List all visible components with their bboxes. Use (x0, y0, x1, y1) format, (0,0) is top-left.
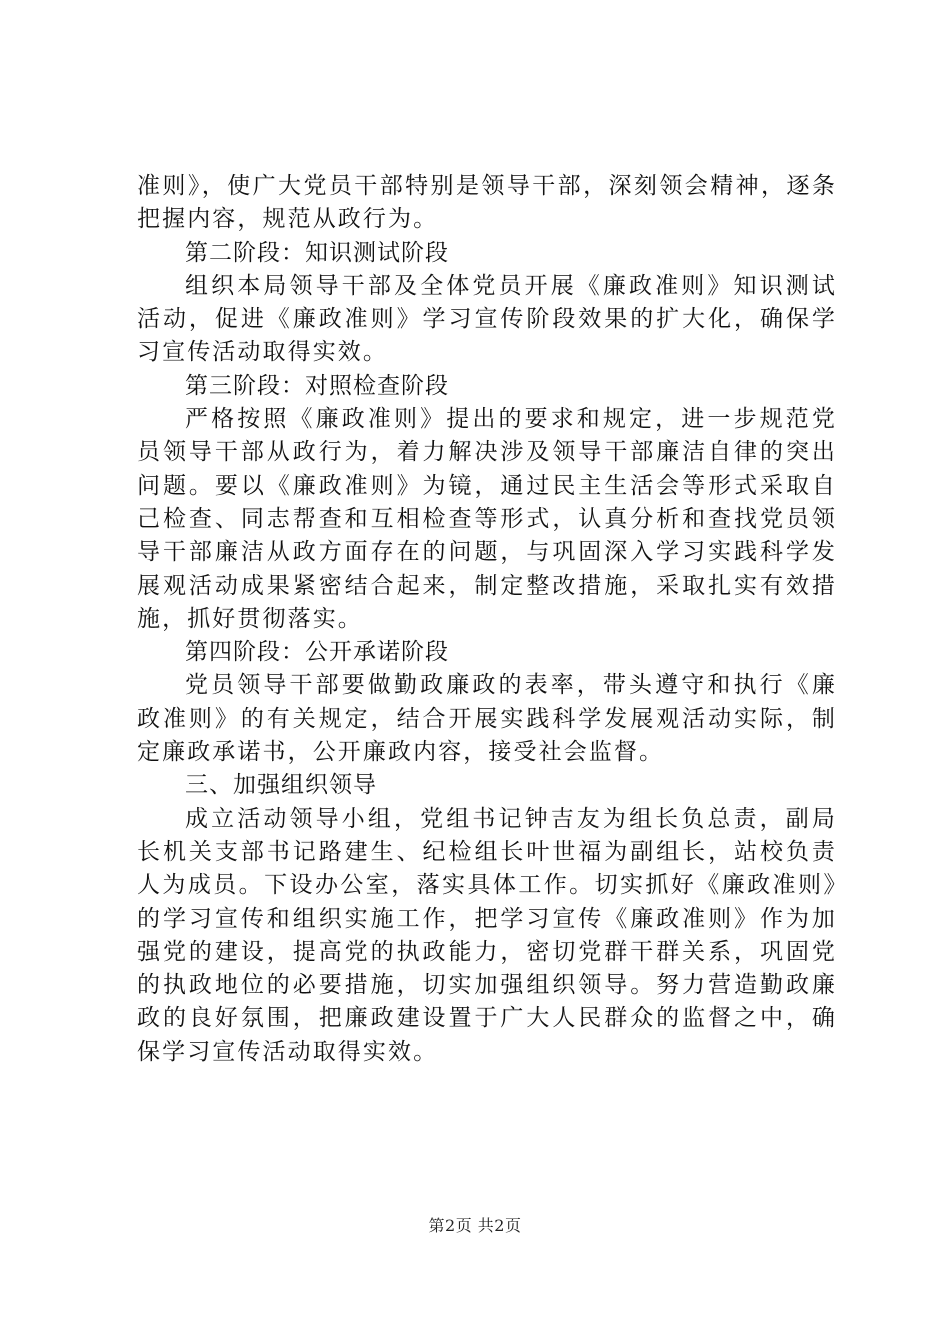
heading-section-three: 三、加强组织领导 (185, 772, 377, 799)
paragraph-stage-three: 严格按照《廉政准则》提出的要求和规定，进一步规范党员领导干部从政行为，着力解决涉及领导干部廉洁自律的突出问题。要以《廉政准则》为镜，通过民主生活会等形式采取自己检查、同志帮查和互相检查等形式，认真分析和查找党员领导干部廉洁从政方面存在的问题，与巩固深入学习实践科学发展观活动成果紧密结合起来，制定整改措施，采取扎实有效措施，抓好贯彻落实。 (137, 406, 837, 632)
paragraph-stage-two: 组织本局领导干部及全体党员开展《廉政准则》知识测试活动，促进《廉政准则》学习宣传阶段效果的扩大化，确保学习宣传活动取得实效。 (137, 272, 837, 366)
heading-stage-two: 第二阶段：知识测试阶段 (185, 239, 449, 266)
paragraph-section-three: 成立活动领导小组，党组书记钟吉友为组长负总责，副局长机关支部书记路建生、纪检组长叶世福为副组长，站校负责人为成员。下设办公室，落实具体工作。切实抓好《廉政准则》的学习宣传和组织实施工作，把学习宣传《廉政准则》作为加强党的建设，提高党的执政能力，密切党群干群关系，巩固党的执政地位的必要措施，切实加强组织领导。努力营造勤政廉政的良好氛围，把廉政建设置于广大人民群众的监督之中，确保学习宣传活动取得实效。 (137, 805, 837, 1065)
paragraph-intro-continuation: 准则》，使广大党员干部特别是领导干部，深刻领会精神，逐条把握内容，规范从政行为。 (137, 173, 837, 233)
heading-stage-three: 第三阶段：对照检查阶段 (185, 372, 449, 399)
paragraph-stage-four: 党员领导干部要做勤政廉政的表率，带头遵守和执行《廉政准则》的有关规定，结合开展实践科学发展观活动实际，制定廉政承诺书，公开廉政内容，接受社会监督。 (137, 672, 837, 766)
page-number-footer: 第2页 共2页 (428, 1216, 522, 1235)
heading-stage-four: 第四阶段：公开承诺阶段 (185, 639, 449, 666)
document-body (137, 170, 837, 1069)
